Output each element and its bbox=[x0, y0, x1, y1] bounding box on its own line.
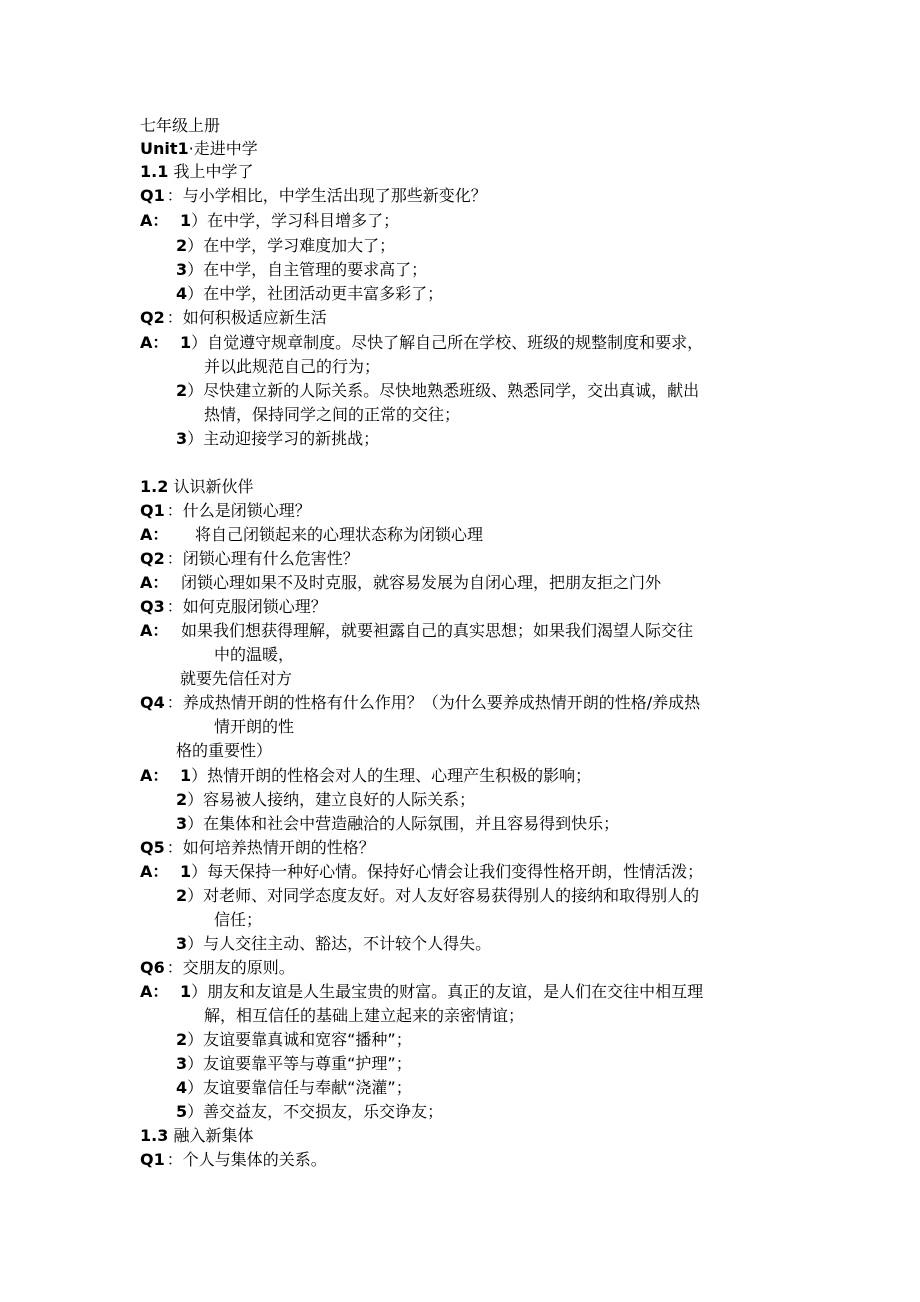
item-number: 3 bbox=[176, 1054, 188, 1073]
section-title: 认识新伙伴 bbox=[173, 477, 254, 496]
answer-item bbox=[176, 1102, 443, 1122]
question-1-2-q5 bbox=[140, 838, 375, 858]
question-text: ：养成热情开朗的性格有什么作用？（为什么要养成热情开朗的性格/养成热 bbox=[166, 693, 701, 712]
answer-tag: A： bbox=[140, 766, 169, 785]
answer-1-2-a2 bbox=[140, 573, 662, 593]
question-tag: Q4 bbox=[140, 693, 165, 712]
answer-text: 中的温暖， bbox=[214, 645, 295, 664]
answer-tag: A： bbox=[140, 333, 169, 352]
section-title: 融入新集体 bbox=[173, 1126, 254, 1145]
answer-1-2-a3 bbox=[140, 621, 694, 641]
item-number: 2 bbox=[176, 886, 188, 905]
answer-tag: A： bbox=[140, 573, 169, 592]
question-tag: Q2 bbox=[140, 308, 165, 327]
item-text: ）在中学，学习难度加大了； bbox=[187, 236, 396, 255]
question-continuation bbox=[214, 717, 294, 737]
question-tag: Q5 bbox=[140, 838, 165, 857]
answer-item-continuation bbox=[204, 357, 380, 377]
item-number: 4 bbox=[176, 284, 188, 303]
answer-tag: A： bbox=[140, 862, 169, 881]
item-text: ）在中学，学习科目增多了； bbox=[191, 211, 400, 230]
item-number: 1 bbox=[180, 982, 192, 1001]
answer-item bbox=[176, 1054, 412, 1074]
answer-item bbox=[176, 429, 379, 449]
grade-text: 七年级上册 bbox=[140, 116, 221, 135]
item-number: 3 bbox=[176, 429, 188, 448]
item-number: 1 bbox=[180, 211, 192, 230]
question-text: 情开朗的性 bbox=[214, 717, 295, 736]
question-1-2-q6 bbox=[140, 958, 295, 978]
unit-heading bbox=[140, 139, 258, 159]
answer-item bbox=[176, 236, 395, 256]
item-text: ）自觉遵守规章制度。尽快了解自己所在学校、班级的规整制度和要求， bbox=[191, 333, 704, 352]
item-text: ）友谊要靠平等与尊重“护理”； bbox=[187, 1054, 412, 1073]
grade-heading bbox=[140, 116, 220, 136]
section-heading-1-2 bbox=[140, 477, 253, 497]
question-tag: Q3 bbox=[140, 597, 165, 616]
answer-item bbox=[176, 1030, 412, 1050]
answer-item-continuation bbox=[204, 1006, 524, 1026]
question-tag: Q1 bbox=[140, 1150, 165, 1169]
answer-continuation bbox=[180, 669, 292, 689]
answer-item bbox=[176, 381, 699, 401]
answer-tag: A： bbox=[140, 621, 169, 640]
item-text: ）主动迎接学习的新挑战； bbox=[187, 429, 380, 448]
answer-item bbox=[176, 886, 699, 906]
question-1-3-q1 bbox=[140, 1150, 327, 1170]
item-text: ）容易被人接纳，建立良好的人际关系； bbox=[187, 790, 476, 809]
answer-item bbox=[140, 766, 592, 786]
answer-text: 就要先信任对方 bbox=[180, 669, 293, 688]
item-number: 2 bbox=[176, 1030, 188, 1049]
section-number: 1.3 bbox=[140, 1126, 169, 1145]
question-text: ：个人与集体的关系。 bbox=[166, 1150, 327, 1169]
question-1-2-q1 bbox=[140, 501, 311, 521]
unit-title: ·走进中学 bbox=[188, 139, 258, 158]
item-text: ）在集体和社会中营造融洽的人际氛围，并且容易得到快乐； bbox=[187, 814, 620, 833]
section-title: 我上中学了 bbox=[173, 162, 254, 181]
answer-item-continuation bbox=[204, 405, 460, 425]
item-text: ）友谊要靠信任与奉献“浇灌”； bbox=[187, 1078, 412, 1097]
question-tag: Q1 bbox=[140, 186, 165, 205]
question-text: ：如何积极适应新生活 bbox=[166, 308, 327, 327]
question-tag: Q1 bbox=[140, 501, 165, 520]
question-text: ：什么是闭锁心理？ bbox=[166, 501, 311, 520]
answer-text: 如果我们想获得理解，就要袒露自己的真实思想；如果我们渴望人际交往 bbox=[181, 621, 694, 640]
section-number: 1.1 bbox=[140, 162, 169, 181]
item-number: 1 bbox=[180, 862, 192, 881]
item-number: 3 bbox=[176, 934, 188, 953]
item-number: 1 bbox=[180, 766, 192, 785]
item-text: ）友谊要靠真诚和宽容“播种”； bbox=[187, 1030, 412, 1049]
item-text: ）热情开朗的性格会对人的生理、心理产生积极的影响； bbox=[191, 766, 592, 785]
item-text: 信任； bbox=[214, 910, 263, 929]
answer-item bbox=[176, 1078, 412, 1098]
item-text: ）尽快建立新的人际关系。尽快地熟悉班级、熟悉同学，交出真诚，献出 bbox=[187, 381, 700, 400]
item-text: ）每天保持一种好心情。保持好心情会让我们变得性格开朗，性情活泼； bbox=[191, 862, 704, 881]
item-text: 热情，保持同学之间的正常的交往； bbox=[204, 405, 461, 424]
item-number: 2 bbox=[176, 381, 188, 400]
item-text: ）在中学，自主管理的要求高了； bbox=[187, 260, 428, 279]
question-1-2-q3 bbox=[140, 597, 327, 617]
item-number: 3 bbox=[176, 260, 188, 279]
question-text: 格的重要性） bbox=[176, 741, 273, 760]
section-number: 1.2 bbox=[140, 477, 169, 496]
question-text: ：如何克服闭锁心理？ bbox=[166, 597, 327, 616]
question-text: ：与小学相比，中学生活出现了那些新变化？ bbox=[166, 186, 487, 205]
question-1-2-q4 bbox=[140, 693, 700, 713]
section-heading-1-3 bbox=[140, 1126, 253, 1146]
section-heading-1-1 bbox=[140, 162, 253, 182]
answer-item bbox=[140, 982, 704, 1002]
item-text: ）对老师、对同学态度友好。对人友好容易获得别人的接纳和取得别人的 bbox=[187, 886, 700, 905]
question-1-2-q2 bbox=[140, 549, 359, 569]
answer-item bbox=[176, 814, 619, 834]
item-number: 2 bbox=[176, 236, 188, 255]
item-number: 5 bbox=[176, 1102, 188, 1121]
answer-text: 闭锁心理如果不及时克服，就容易发展为自闭心理，把朋友拒之门外 bbox=[181, 573, 662, 592]
item-number: 2 bbox=[176, 790, 188, 809]
answer-continuation bbox=[214, 645, 294, 665]
item-text: ）善交益友，不交损友，乐交诤友； bbox=[187, 1102, 444, 1121]
item-number: 3 bbox=[176, 814, 188, 833]
question-text: ：如何培养热情开朗的性格？ bbox=[166, 838, 375, 857]
answer-item bbox=[140, 862, 704, 882]
answer-1-2-a1 bbox=[140, 525, 484, 545]
item-number: 1 bbox=[180, 333, 192, 352]
answer-item bbox=[140, 211, 400, 231]
answer-item bbox=[140, 333, 704, 353]
item-text: ）朋友和友谊是人生最宝贵的财富。真正的友谊，是人们在交往中相互理 bbox=[191, 982, 704, 1001]
item-number: 4 bbox=[176, 1078, 188, 1097]
item-text: ）与人交往主动、豁达，不计较个人得失。 bbox=[187, 934, 492, 953]
answer-item bbox=[176, 284, 443, 304]
question-1-1-q1 bbox=[140, 186, 487, 206]
question-text: ：交朋友的原则。 bbox=[166, 958, 295, 977]
question-text: ：闭锁心理有什么危害性？ bbox=[166, 549, 359, 568]
item-text: 并以此规范自己的行为； bbox=[204, 357, 381, 376]
question-continuation bbox=[176, 741, 272, 761]
unit-number: Unit1 bbox=[140, 139, 189, 158]
item-text: ）在中学，社团活动更丰富多彩了； bbox=[187, 284, 444, 303]
item-text: 解，相互信任的基础上建立起来的亲密情谊； bbox=[204, 1006, 525, 1025]
answer-item bbox=[176, 790, 475, 810]
answer-item bbox=[176, 934, 491, 954]
question-1-1-q2 bbox=[140, 308, 327, 328]
question-tag: Q2 bbox=[140, 549, 165, 568]
answer-tag: A： bbox=[140, 211, 169, 230]
answer-text: 将自己闭锁起来的心理状态称为闭锁心理 bbox=[195, 525, 484, 544]
answer-tag: A： bbox=[140, 525, 169, 544]
question-tag: Q6 bbox=[140, 958, 165, 977]
answer-item-continuation bbox=[214, 910, 262, 930]
answer-item bbox=[176, 260, 427, 280]
answer-tag: A： bbox=[140, 982, 169, 1001]
